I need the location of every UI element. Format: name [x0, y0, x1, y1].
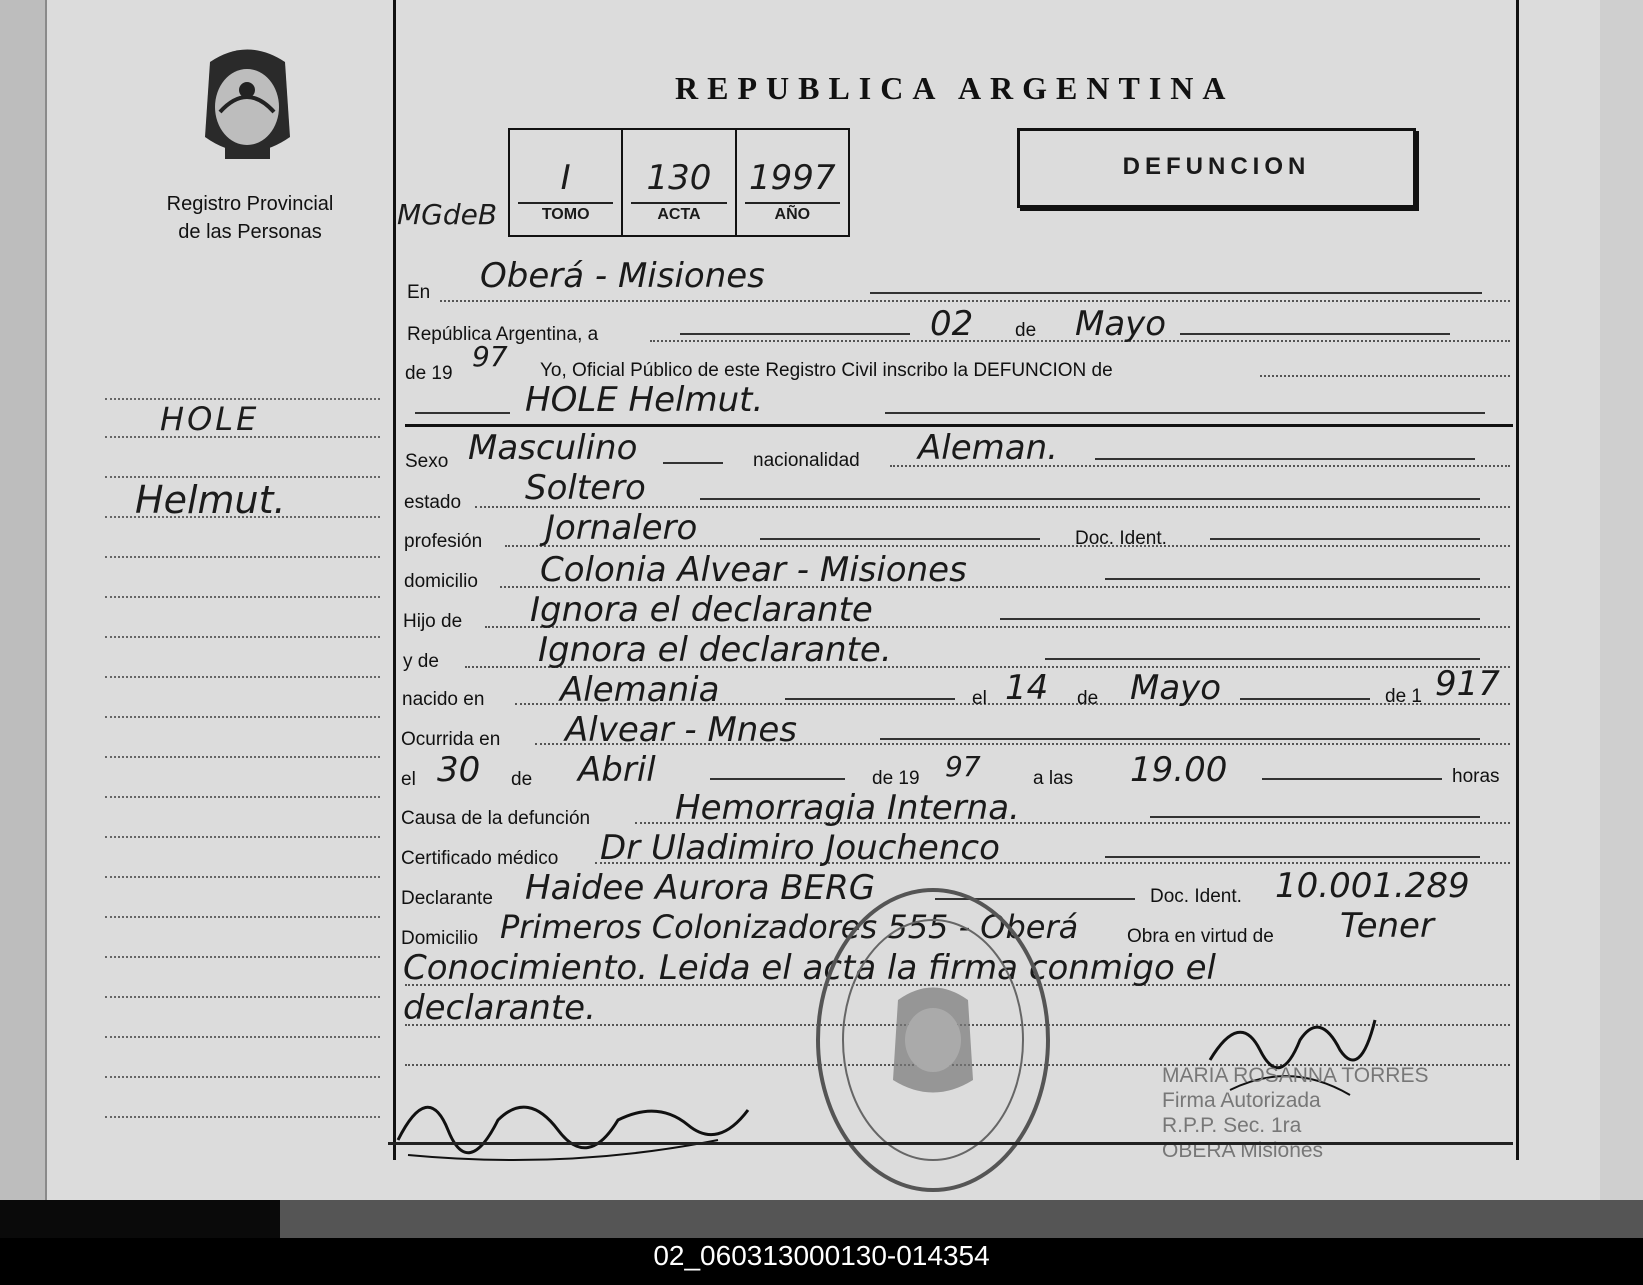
margin-line [105, 716, 380, 718]
obra-value: Tener [1340, 906, 1434, 946]
margin-line [105, 956, 380, 958]
domicilio2-label: Domicilio [401, 928, 479, 949]
sexo-rule [663, 462, 723, 464]
death-time: 19.00 [1130, 750, 1228, 790]
causa-rule [1150, 816, 1480, 818]
statement-line [1260, 375, 1510, 377]
coat-of-arms-icon [190, 42, 305, 167]
record-number-table [508, 128, 850, 237]
certificado-rule [1105, 856, 1480, 858]
profesion-label: profesión [404, 531, 483, 552]
year-value: 97 [472, 340, 508, 373]
official-stamp [808, 880, 1058, 1200]
country-title: REPUBLICA ARGENTINA [675, 70, 1235, 106]
document-id: 02_060313000130-014354 [653, 1240, 990, 1271]
nacido-value: Alemania [560, 670, 720, 710]
death-year: 97 [945, 750, 981, 783]
registry-name-line1: Registro Provincial [166, 193, 334, 215]
ano-label: AÑO [774, 206, 811, 223]
margin-line [105, 996, 380, 998]
margin-given-name: Helmut. [135, 478, 286, 522]
page-edge [1600, 0, 1643, 1200]
signature-declarant [388, 1070, 758, 1170]
republica-label: República Argentina, a [407, 324, 599, 345]
acta-value: 130 [646, 158, 712, 198]
birth-year: 917 [1435, 664, 1500, 704]
margin-line [105, 1036, 380, 1038]
tomo-label: TOMO [541, 206, 590, 223]
official-name: MARIA ROSANNA TORRES [1162, 1064, 1429, 1087]
death-de19-label: de 19 [872, 768, 920, 789]
yde-rule [1045, 658, 1480, 660]
name-rule [415, 412, 510, 414]
margin-line [105, 556, 380, 558]
document-type-box [1017, 128, 1416, 208]
day-value: 02 [930, 304, 974, 344]
deceased-name: HOLE Helmut. [525, 380, 764, 420]
document-type: DEFUNCION [1122, 153, 1311, 180]
registry-name-line2: de las Personas [178, 221, 322, 243]
domicilio2-value: Primeros Colonizadores 555 - Oberá [500, 908, 1079, 946]
horas-label: horas [1452, 766, 1500, 787]
doc-ident-rule [1210, 538, 1480, 540]
yde-value: Ignora el declarante. [538, 630, 892, 670]
estado-value: Soltero [525, 468, 646, 508]
causa-label: Causa de la defunción [401, 808, 591, 829]
hijo-label: Hijo de [403, 611, 463, 632]
page-shadow [280, 1200, 1643, 1238]
notes-line-2-text: declarante. [403, 988, 596, 1028]
notes-line-1-text: Conocimiento. Leida el acta la firma conmigo el [403, 948, 1216, 988]
month-value: Mayo [1075, 304, 1167, 344]
margin-line [105, 1076, 380, 1078]
el-label: el [972, 688, 987, 709]
death-month-rule [710, 778, 845, 780]
birth-de1-label: de 1 [1385, 686, 1422, 707]
en-label: En [407, 282, 431, 303]
ocurrida-value: Alvear - Mnes [565, 710, 797, 750]
en-line [440, 300, 1510, 302]
birth-day: 14 [1005, 668, 1049, 708]
el2-label: el [401, 769, 416, 790]
doc-ident-label: Doc. Ident. [1075, 528, 1167, 549]
statement-text: Yo, Oficial Público de este Registro Civil inscribo la DEFUNCION de [540, 360, 1113, 381]
acta-label: ACTA [657, 206, 701, 223]
death-de-label: de [511, 769, 533, 790]
hijo-value: Ignora el declarante [530, 590, 873, 630]
margin-line [105, 1116, 380, 1118]
declarante-value: Haidee Aurora BERG [525, 868, 876, 908]
registry-name [135, 190, 365, 246]
estado-rule [700, 498, 1480, 500]
ano-cell [737, 130, 848, 235]
acta-cell [623, 130, 736, 235]
margin-line [105, 836, 380, 838]
margin-line [105, 876, 380, 878]
sexo-label: Sexo [405, 451, 449, 472]
margin-line [105, 636, 380, 638]
margin-line [105, 796, 380, 798]
birth-month-rule [1240, 698, 1370, 700]
nacido-label: nacido en [402, 689, 485, 710]
official-office: R.P.P. Sec. 1ra [1162, 1114, 1302, 1137]
declarante-label: Declarante [401, 888, 493, 909]
profesion-rule [760, 538, 1040, 540]
name-rule-right [885, 412, 1485, 414]
date-rule [680, 333, 910, 335]
month-rule [1180, 333, 1450, 335]
nacionalidad-label: nacionalidad [753, 450, 860, 471]
book-binding [0, 0, 47, 1200]
birth-month: Mayo [1130, 668, 1222, 708]
certificado-value: Dr Uladimiro Jouchenco [600, 828, 1000, 868]
nacionalidad-value: Aleman. [918, 428, 1058, 468]
section-divider [405, 424, 1513, 427]
en-value: Oberá - Misiones [480, 256, 765, 296]
de19-label: de 19 [405, 363, 453, 384]
nacido-rule [785, 698, 955, 700]
certificado-label: Certificado médico [401, 848, 559, 869]
margin-line [105, 596, 380, 598]
obra-label: Obra en virtud de [1127, 926, 1274, 947]
margin-line [105, 676, 380, 678]
official-location: OBERA Misiones [1162, 1139, 1324, 1162]
yde-label: y de [403, 651, 439, 672]
birth-de-label: de [1077, 688, 1099, 709]
ocurrida-label: Ocurrida en [401, 729, 501, 750]
nacionalidad-rule [1095, 458, 1475, 460]
death-day: 30 [437, 750, 481, 790]
death-time-rule [1262, 778, 1442, 780]
form-bottom-rule [388, 1142, 1513, 1145]
domicilio-rule [1105, 578, 1480, 580]
en-rule [870, 292, 1482, 294]
registry-code: MGdeB [397, 198, 498, 231]
official-title: Firma Autorizada [1162, 1089, 1321, 1112]
estado-label: estado [404, 492, 462, 513]
tomo-cell [510, 130, 623, 235]
profesion-value: Jornalero [545, 508, 698, 548]
doc-ident2-label: Doc. Ident. [1150, 886, 1242, 907]
doc-ident2-value: 10.001.289 [1275, 866, 1470, 906]
causa-value: Hemorragia Interna. [675, 788, 1020, 828]
hijo-rule [1000, 618, 1480, 620]
alas-label: a las [1033, 768, 1074, 789]
official-block [1162, 1063, 1462, 1163]
death-month: Abril [578, 750, 656, 790]
domicilio-value: Colonia Alvear - Misiones [540, 550, 967, 590]
ocurrida-rule [880, 738, 1480, 740]
margin-surname: HOLE [160, 400, 260, 438]
ano-value: 1997 [749, 158, 836, 198]
margin-line [105, 756, 380, 758]
sexo-value: Masculino [468, 428, 638, 468]
tomo-value: I [560, 158, 571, 198]
de-label: de [1015, 320, 1037, 341]
domicilio-label: domicilio [404, 571, 478, 592]
margin-line [105, 916, 380, 918]
